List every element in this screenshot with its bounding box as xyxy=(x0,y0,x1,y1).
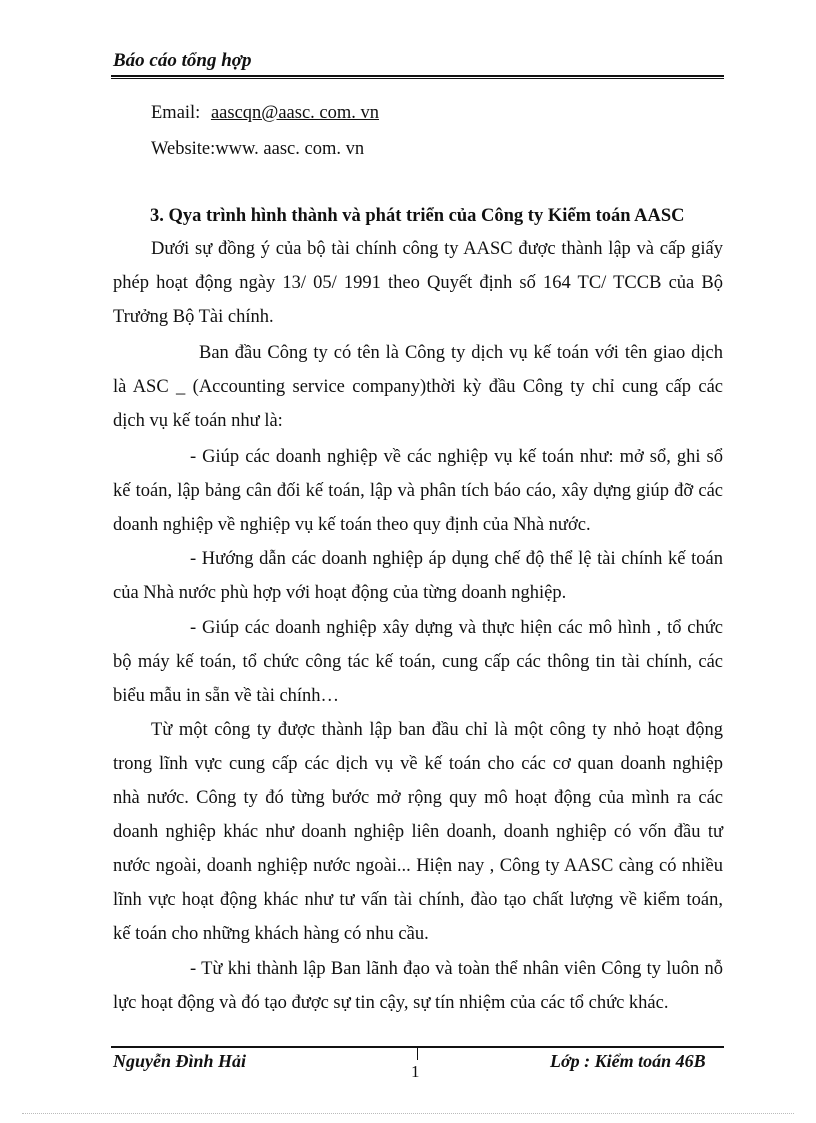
paragraph-line: biểu mẫu in sẵn về tài chính… xyxy=(113,686,340,706)
paragraph-line: là ASC _ (Accounting service company)thời kỳ đầu Công ty chỉ cung cấp các xyxy=(113,377,723,397)
paragraph-line: Ban đầu Công ty có tên là Công ty dịch vụ kế toán với tên giao dịch xyxy=(199,343,723,363)
paragraph-line: doanh nghiệp khác như doanh nghiệp liên doanh, doanh nghiệp có vốn đầu tư xyxy=(113,822,723,842)
email-line xyxy=(113,101,723,125)
bullet-line: - Giúp các doanh nghiệp về các nghiệp vụ kế toán như: mở sổ, ghi sổ xyxy=(190,447,723,467)
bullet-line: - Từ khi thành lập Ban lãnh đạo và toàn thể nhân viên Công ty luôn nỗ xyxy=(190,959,723,979)
page-number: 1 xyxy=(411,1062,420,1081)
header-rule xyxy=(111,75,724,79)
page-edge-dotted-line xyxy=(22,1113,794,1114)
paragraph-line: nhà nước. Công ty đó từng bước mở rộng quy mô hoạt động của mình ra các xyxy=(113,788,723,808)
email-label: Email: xyxy=(151,103,201,123)
paragraph-line: lĩnh vực hoạt động khác như tư vấn tài chính, đào tạo chất lượng về kiểm toán, xyxy=(113,890,723,910)
paragraph-line: nước ngoài, doanh nghiệp nước ngoài... Hiện nay , Công ty AASC càng có nhiều xyxy=(113,856,723,876)
paragraph-line: của Nhà nước phù hợp với hoạt động của từng doanh nghiệp. xyxy=(113,583,567,603)
paragraph-line: kế toán, lập bảng cân đối kế toán, lập và phân tích báo cáo, xây dựng giúp đỡ các xyxy=(113,481,723,501)
bullet-line: - Hướng dẫn các doanh nghiệp áp dụng chế độ thể lệ tài chính kế toán xyxy=(190,549,723,569)
paragraph-line: trong lĩnh vực cung cấp các dịch vụ về kế toán cho các cơ quan doanh nghiệp xyxy=(113,754,723,774)
footer-divider xyxy=(417,1046,418,1060)
paragraph-line: doanh nghiệp về nghiệp vụ kế toán theo quy định của Nhà nước. xyxy=(113,515,591,535)
paragraph-line: lực hoạt động và đó tạo được sự tin cậy, sự tín nhiệm của các tổ chức khác. xyxy=(113,993,669,1013)
email-link[interactable]: aascqn@aasc. com. vn xyxy=(210,103,380,123)
footer-author: Nguyễn Đình Hải xyxy=(113,1051,247,1071)
paragraph-line: Từ một công ty được thành lập ban đầu chỉ là một công ty nhỏ hoạt động xyxy=(151,720,723,740)
paragraph-line: phép hoạt động ngày 13/ 05/ 1991 theo Quyết định số 164 TC/ TCCB của Bộ xyxy=(113,273,723,293)
paragraph-line: kế toán cho những khách hàng có nhu cầu. xyxy=(113,924,429,944)
header-title: Báo cáo tổng hợp xyxy=(113,50,252,71)
bullet-line: - Giúp các doanh nghiệp xây dựng và thực hiện các mô hình , tổ chức xyxy=(190,618,723,638)
paragraph-line: Dưới sự đồng ý của bộ tài chính công ty AASC được thành lập và cấp giấy xyxy=(151,239,723,259)
footer-class: Lớp : Kiểm toán 46B xyxy=(550,1051,706,1071)
paragraph-line: Trưởng Bộ Tài chính. xyxy=(113,307,274,327)
section-heading: 3. Qya trình hình thành và phát triển của Công ty Kiểm toán AASC xyxy=(150,206,685,226)
paragraph-line: bộ máy kế toán, tổ chức công tác kế toán, cung cấp các thông tin tài chính, các xyxy=(113,652,723,672)
paragraph-line: dịch vụ kế toán như là: xyxy=(113,411,283,431)
website-line: Website:www. aasc. com. vn xyxy=(151,139,365,159)
